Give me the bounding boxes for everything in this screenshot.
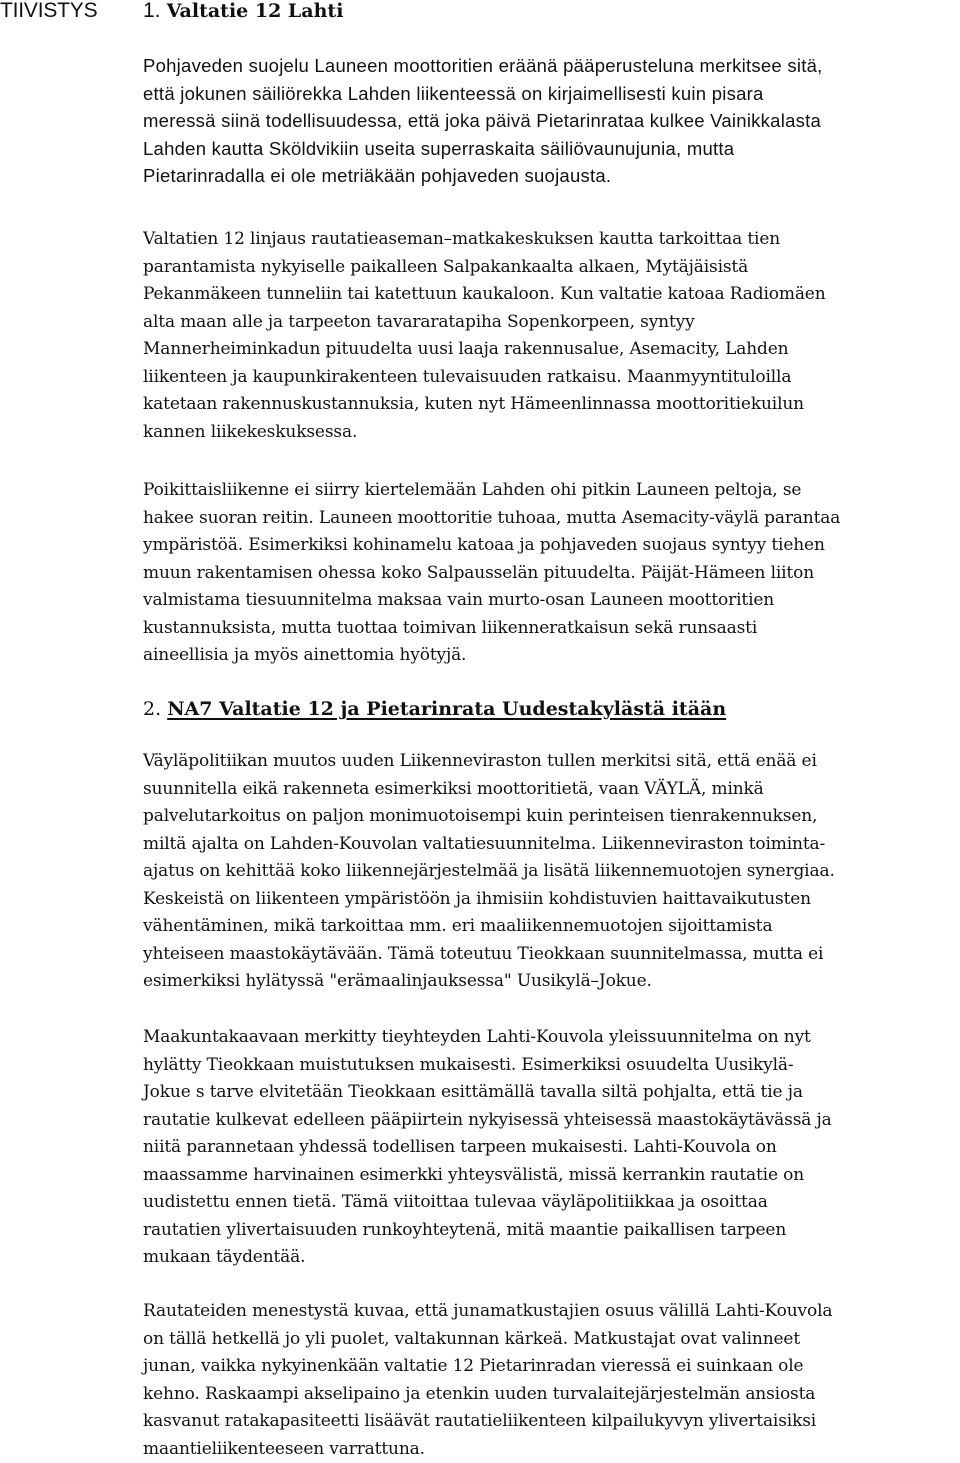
- paragraph-line: Pekanmäkeen tunneliin tai katettuun kaukaloon. Kun valtatie katoaa Radiomäen: [143, 281, 960, 309]
- paragraph-line: parantamista nykyiselle paikalleen Salpakankaalta alkaen, Mytäjäisistä: [143, 254, 960, 282]
- paragraph-line: Rautateiden menestystä kuvaa, että junamatkustajien osuus välillä Lahti-Kouvola: [143, 1298, 960, 1326]
- paragraph-line: alta maan alle ja tarpeeton tavararatapiha Sopenkorpeen, syntyy: [143, 309, 960, 337]
- paragraph-line: maassamme harvinainen esimerkki yhteysvälistä, missä kerrankin rautatie on: [143, 1162, 960, 1190]
- paragraph-line: uudistettu ennen tietä. Tämä viitoittaa tulevaa väyläpolitiikkaa ja osoittaa: [143, 1189, 960, 1217]
- paragraph-line: Jokue s tarve elvitetään Tieokkaan esittämällä tavalla siltä pohjalta, että tie ja: [143, 1079, 960, 1107]
- paragraph-line: Keskeistä on liikenteen ympäristöön ja ihmisiin kohdistuvien haittavaikutusten: [143, 886, 960, 914]
- section-1-number: 1.: [143, 0, 161, 22]
- paragraph-line: Poikittaisliikenne ei siirry kiertelemään Lahden ohi pitkin Launeen peltoja, se: [143, 477, 960, 505]
- paragraph-line: Lahden kautta Sköldvikiin useita superraskaita säiliövaunujunia, mutta: [143, 135, 960, 163]
- paragraph-3: [143, 477, 960, 670]
- paragraph-line: on tällä hetkellä jo yli puolet, valtakunnan kärkeä. Matkustajat ovat valinneet: [143, 1326, 960, 1354]
- summary-label: TIIVISTYS: [0, 0, 97, 24]
- paragraph-line: esimerkiksi hylätyssä "erämaalinjauksessa" Uusikylä–Jokue.: [143, 968, 960, 996]
- paragraph-line: aineellisia ja myös ainettomia hyötyjä.: [143, 642, 960, 670]
- paragraph-4: [143, 748, 960, 996]
- section-2-number: 2.: [143, 698, 161, 720]
- paragraph-line: Pohjaveden suojelu Launeen moottoritien eräänä pääperusteluna merkitsee sitä,: [143, 52, 960, 80]
- paragraph-line: valmistama tiesuunnitelma maksaa vain murto-osan Launeen moottoritien: [143, 587, 960, 615]
- paragraph-line: Valtatien 12 linjaus rautatieaseman–matkakeskuksen kautta tarkoittaa tien: [143, 226, 960, 254]
- paragraph-line: palvelutarkoitus on paljon monimuotoisempi kuin perinteisen tienrakennuksen,: [143, 803, 960, 831]
- paragraph-line: että jokunen säiliörekka Lahden liikenteessä on kirjaimellisesti kuin pisara: [143, 80, 960, 108]
- paragraph-line: suunnitella eikä rakenneta esimerkiksi moottoritietä, vaan VÄYLÄ, minkä: [143, 776, 960, 804]
- paragraph-line: kehno. Raskaampi akselipaino ja etenkin uuden turvalaitejärjestelmän ansiosta: [143, 1381, 960, 1409]
- paragraph-line: Väyläpolitiikan muutos uuden Liikenneviraston tullen merkitsi sitä, että enää ei: [143, 748, 960, 776]
- paragraph-line: liikenteen ja kaupunkirakenteen tulevaisuuden ratkaisu. Maanmyyntituloilla: [143, 364, 960, 392]
- paragraph-line: maantieliikenteeseen varrattuna.: [143, 1436, 960, 1463]
- paragraph-line: Mannerheiminkadun pituudelta uusi laaja rakennusalue, Asemacity, Lahden: [143, 336, 960, 364]
- paragraph-line: hylätty Tieokkaan muistutuksen mukaisesti. Esimerkiksi osuudelta Uusikylä-: [143, 1052, 960, 1080]
- paragraph-line: vähentäminen, mikä tarkoittaa mm. eri maaliikennemuotojen sijoittamista: [143, 913, 960, 941]
- section-2-heading: [143, 696, 726, 722]
- section-1-title: Valtatie 12 Lahti: [167, 0, 344, 22]
- section-2-title: NA7 Valtatie 12 ja Pietarinrata Uudestakylästä itään: [167, 698, 726, 720]
- paragraph-5: [143, 1024, 960, 1272]
- paragraph-line: ajatus on kehittää koko liikennejärjestelmää ja lisätä liikennemuotojen synergiaa.: [143, 858, 960, 886]
- paragraph-line: muun rakentamisen ohessa koko Salpausselän pituudelta. Päijät-Hämeen liiton: [143, 560, 960, 588]
- paragraph-line: rautatie kulkevat edelleen pääpiirtein nykyisessä yhteisessä maastokäytävässä ja: [143, 1107, 960, 1135]
- section-1-heading: [143, 0, 343, 24]
- paragraph-2: [143, 226, 960, 446]
- paragraph-line: mukaan täydentää.: [143, 1244, 960, 1272]
- paragraph-line: rautatien ylivertaisuuden runkoyhteytenä, mitä maantie paikallisen tarpeen: [143, 1217, 960, 1245]
- paragraph-line: kasvanut ratakapasiteetti lisäävät rautatieliikenteen kilpailukyvyn ylivertaisiksi: [143, 1408, 960, 1436]
- paragraph-6: [143, 1298, 960, 1463]
- paragraph-line: katetaan rakennuskustannuksia, kuten nyt Hämeenlinnassa moottoritiekuilun: [143, 391, 960, 419]
- paragraph-line: miltä ajalta on Lahden-Kouvolan valtatiesuunnitelma. Liikenneviraston toiminta-: [143, 831, 960, 859]
- paragraph-line: kustannuksista, mutta tuottaa toimivan liikenneratkaisun sekä runsaasti: [143, 615, 960, 643]
- paragraph-line: kannen liikekeskuksessa.: [143, 419, 960, 447]
- paragraph-line: hakee suoran reitin. Launeen moottoritie tuhoaa, mutta Asemacity-väylä parantaa: [143, 505, 960, 533]
- paragraph-1: [143, 52, 960, 190]
- paragraph-line: Pietarinradalla ei ole metriäkään pohjaveden suojausta.: [143, 162, 960, 190]
- paragraph-line: junan, vaikka nykyinenkään valtatie 12 Pietarinradan vieressä ei suinkaan ole: [143, 1353, 960, 1381]
- paragraph-line: Maakuntakaavaan merkitty tieyhteyden Lahti-Kouvola yleissuunnitelma on nyt: [143, 1024, 960, 1052]
- paragraph-line: meressä siinä todellisuudessa, että joka päivä Pietarinrataa kulkee Vainikkalasta: [143, 107, 960, 135]
- paragraph-line: niitä parannetaan yhdessä todellisen tarpeen mukaisesti. Lahti-Kouvola on: [143, 1134, 960, 1162]
- paragraph-line: ympäristöä. Esimerkiksi kohinamelu katoaa ja pohjaveden suojaus syntyy tiehen: [143, 532, 960, 560]
- paragraph-line: yhteiseen maastokäytävään. Tämä toteutuu Tieokkaan suunnitelmassa, mutta ei: [143, 941, 960, 969]
